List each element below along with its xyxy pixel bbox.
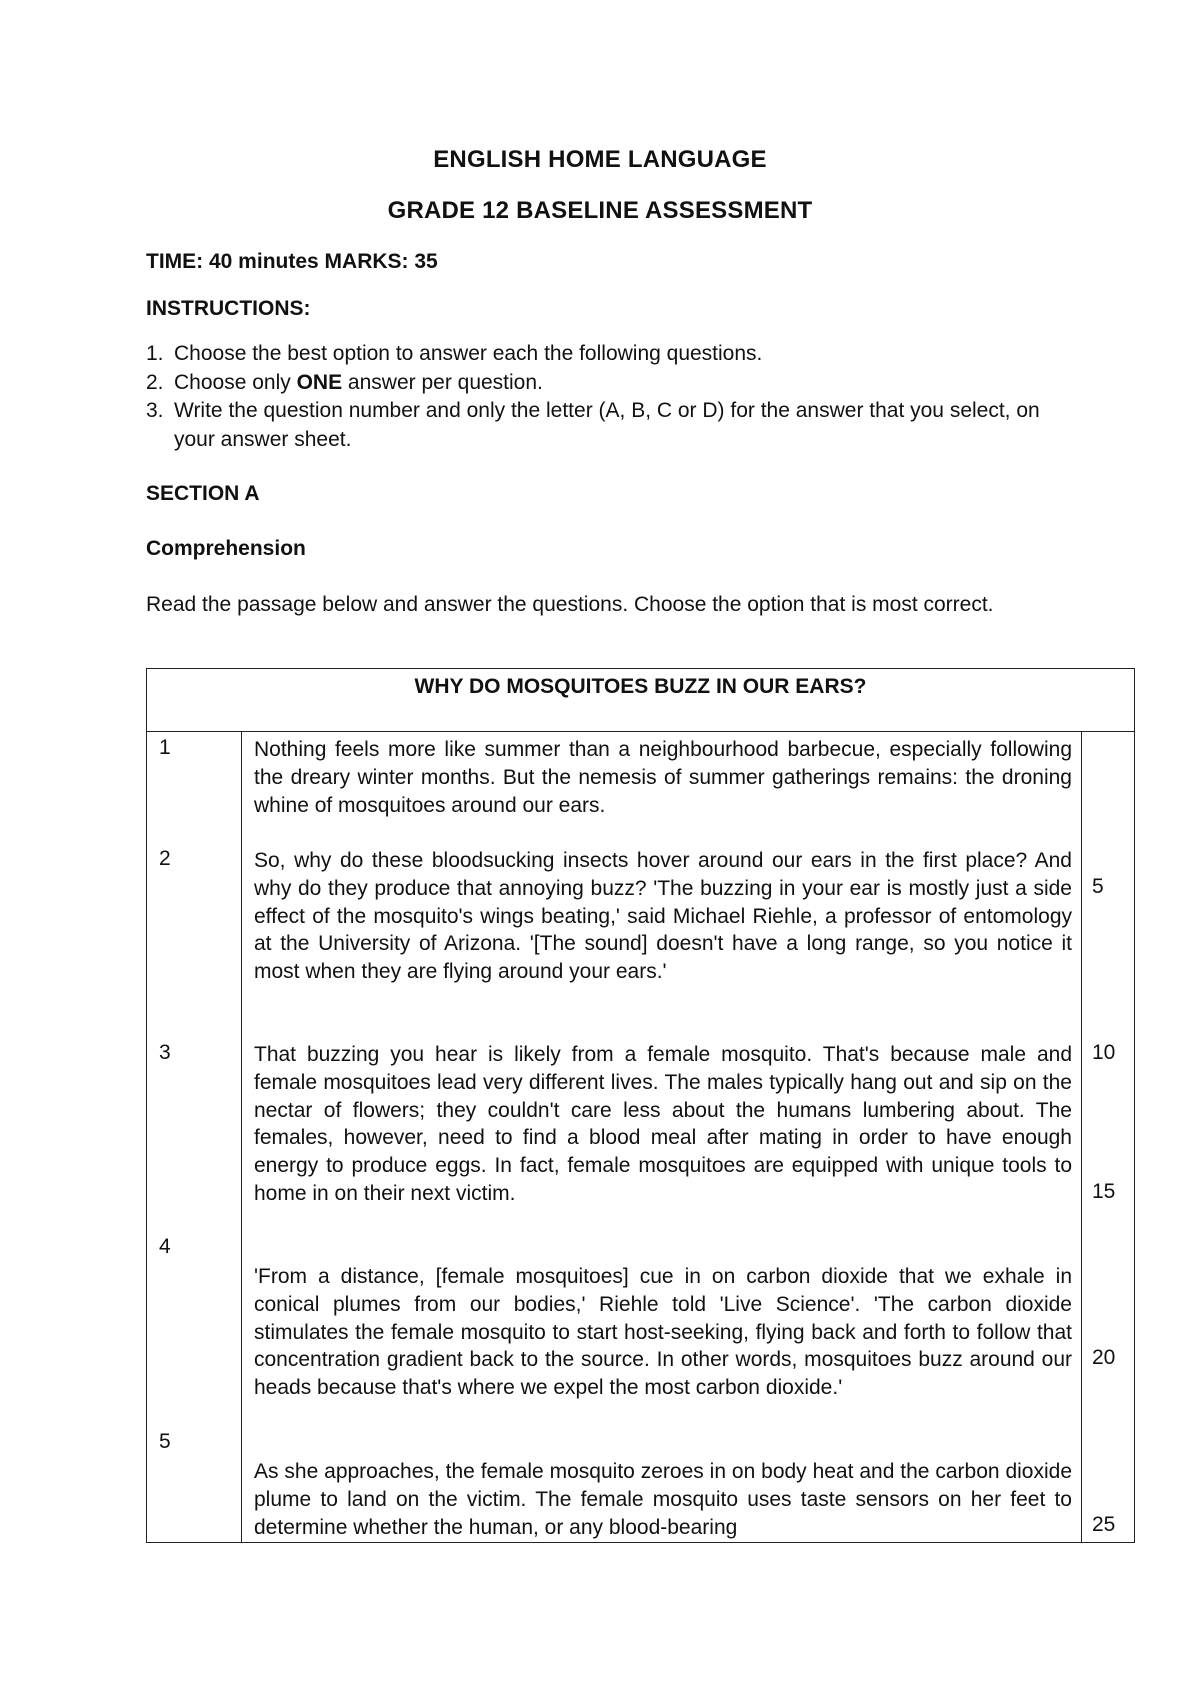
section-intro: Read the passage below and answer the questions. Choose the option that is most correct. — [146, 593, 994, 616]
instruction-text: Write the question number and only the letter (A, B, C or D) for the answer that you select, on your answer sheet. — [174, 399, 1040, 451]
section-heading: Comprehension — [146, 537, 306, 560]
line-number-column — [1082, 732, 1135, 1543]
instruction-item — [146, 397, 1046, 454]
instructions-heading: INSTRUCTIONS: — [146, 297, 311, 320]
paragraph-number: 5 — [159, 1430, 171, 1453]
passage-title: WHY DO MOSQUITOES BUZZ IN OUR EARS? — [147, 669, 1135, 732]
instruction-text: Choose the best option to answer each the following questions. — [174, 342, 763, 365]
passage-paragraph: So, why do these bloodsucking insects hover around our ears in the first place? And why do they produce that annoying buzz? 'The buzzing in your ear is mostly just a side effect of the mosquito's wings beating,' said Michael Riehle, a professor of entomology at the University of Arizona. '[The sound] doesn't have a long range, so you notice it most when they are flying around your ears.' — [254, 849, 1072, 984]
paragraph-number: 2 — [159, 847, 171, 870]
time-marks: TIME: 40 minutes MARKS: 35 — [146, 250, 438, 273]
instruction-number: 3. — [146, 399, 164, 422]
instruction-emphasis: ONE — [296, 370, 343, 394]
document-subtitle: GRADE 12 BASELINE ASSESSMENT — [387, 197, 813, 224]
line-number: 20 — [1092, 1346, 1116, 1369]
instruction-text-post: answer per question. — [342, 370, 543, 394]
section-label: SECTION A — [146, 482, 260, 505]
paragraph-number: 1 — [159, 736, 171, 759]
passage-paragraph: Nothing feels more like summer than a neighbourhood barbecue, especially following the dreary winter months. But the nemesis of summer gatherings remains: the droning whine of mosquitoes around our ears. — [254, 738, 1072, 817]
passage-paragraph: That buzzing you hear is likely from a female mosquito. That's because male and female mosquitoes lead very different lives. The males typically hang out and sip on the nectar of flowers; they couldn't care less about the humans lumbering about. The females, however, need to find a blood meal after mating in order to have enough energy to produce eggs. In fact, female mosquitoes are equipped with unique tools to home in on their next victim. — [254, 1043, 1072, 1205]
paragraph-number: 3 — [159, 1041, 171, 1064]
instructions-list — [146, 340, 1046, 454]
passage-text-column — [242, 732, 1082, 1543]
passage-table — [146, 668, 1135, 1543]
instruction-item — [146, 340, 1046, 369]
line-number: 25 — [1092, 1513, 1116, 1536]
passage-paragraph: 'From a distance, [female mosquitoes] cue in on carbon dioxide that we exhale in conical plumes from our bodies,' Riehle told 'Live Science'. 'The carbon dioxide stimulates the female mosquito to start host-seeking, flying back and forth to follow that concentration gradient back to the source. In other words, mosquitoes buzz around our heads because that's where we expel the most carbon dioxide.' — [254, 1265, 1072, 1400]
instruction-number: 2. — [146, 370, 164, 394]
instruction-text-pre: Choose only — [174, 370, 297, 394]
document-title: ENGLISH HOME LANGUAGE — [433, 146, 767, 173]
line-number: 5 — [1092, 875, 1104, 898]
instruction-number: 1. — [146, 342, 164, 365]
instruction-item — [146, 369, 1046, 398]
line-number: 10 — [1092, 1041, 1116, 1064]
paragraph-number: 4 — [159, 1235, 171, 1258]
passage-paragraph: As she approaches, the female mosquito zeroes in on body heat and the carbon dioxide plume to land on the victim. The female mosquito uses taste sensors on her feet to determine whether the human, or any blood-bearing — [254, 1460, 1072, 1539]
line-number: 15 — [1092, 1180, 1116, 1203]
paragraph-number-column — [147, 732, 242, 1543]
